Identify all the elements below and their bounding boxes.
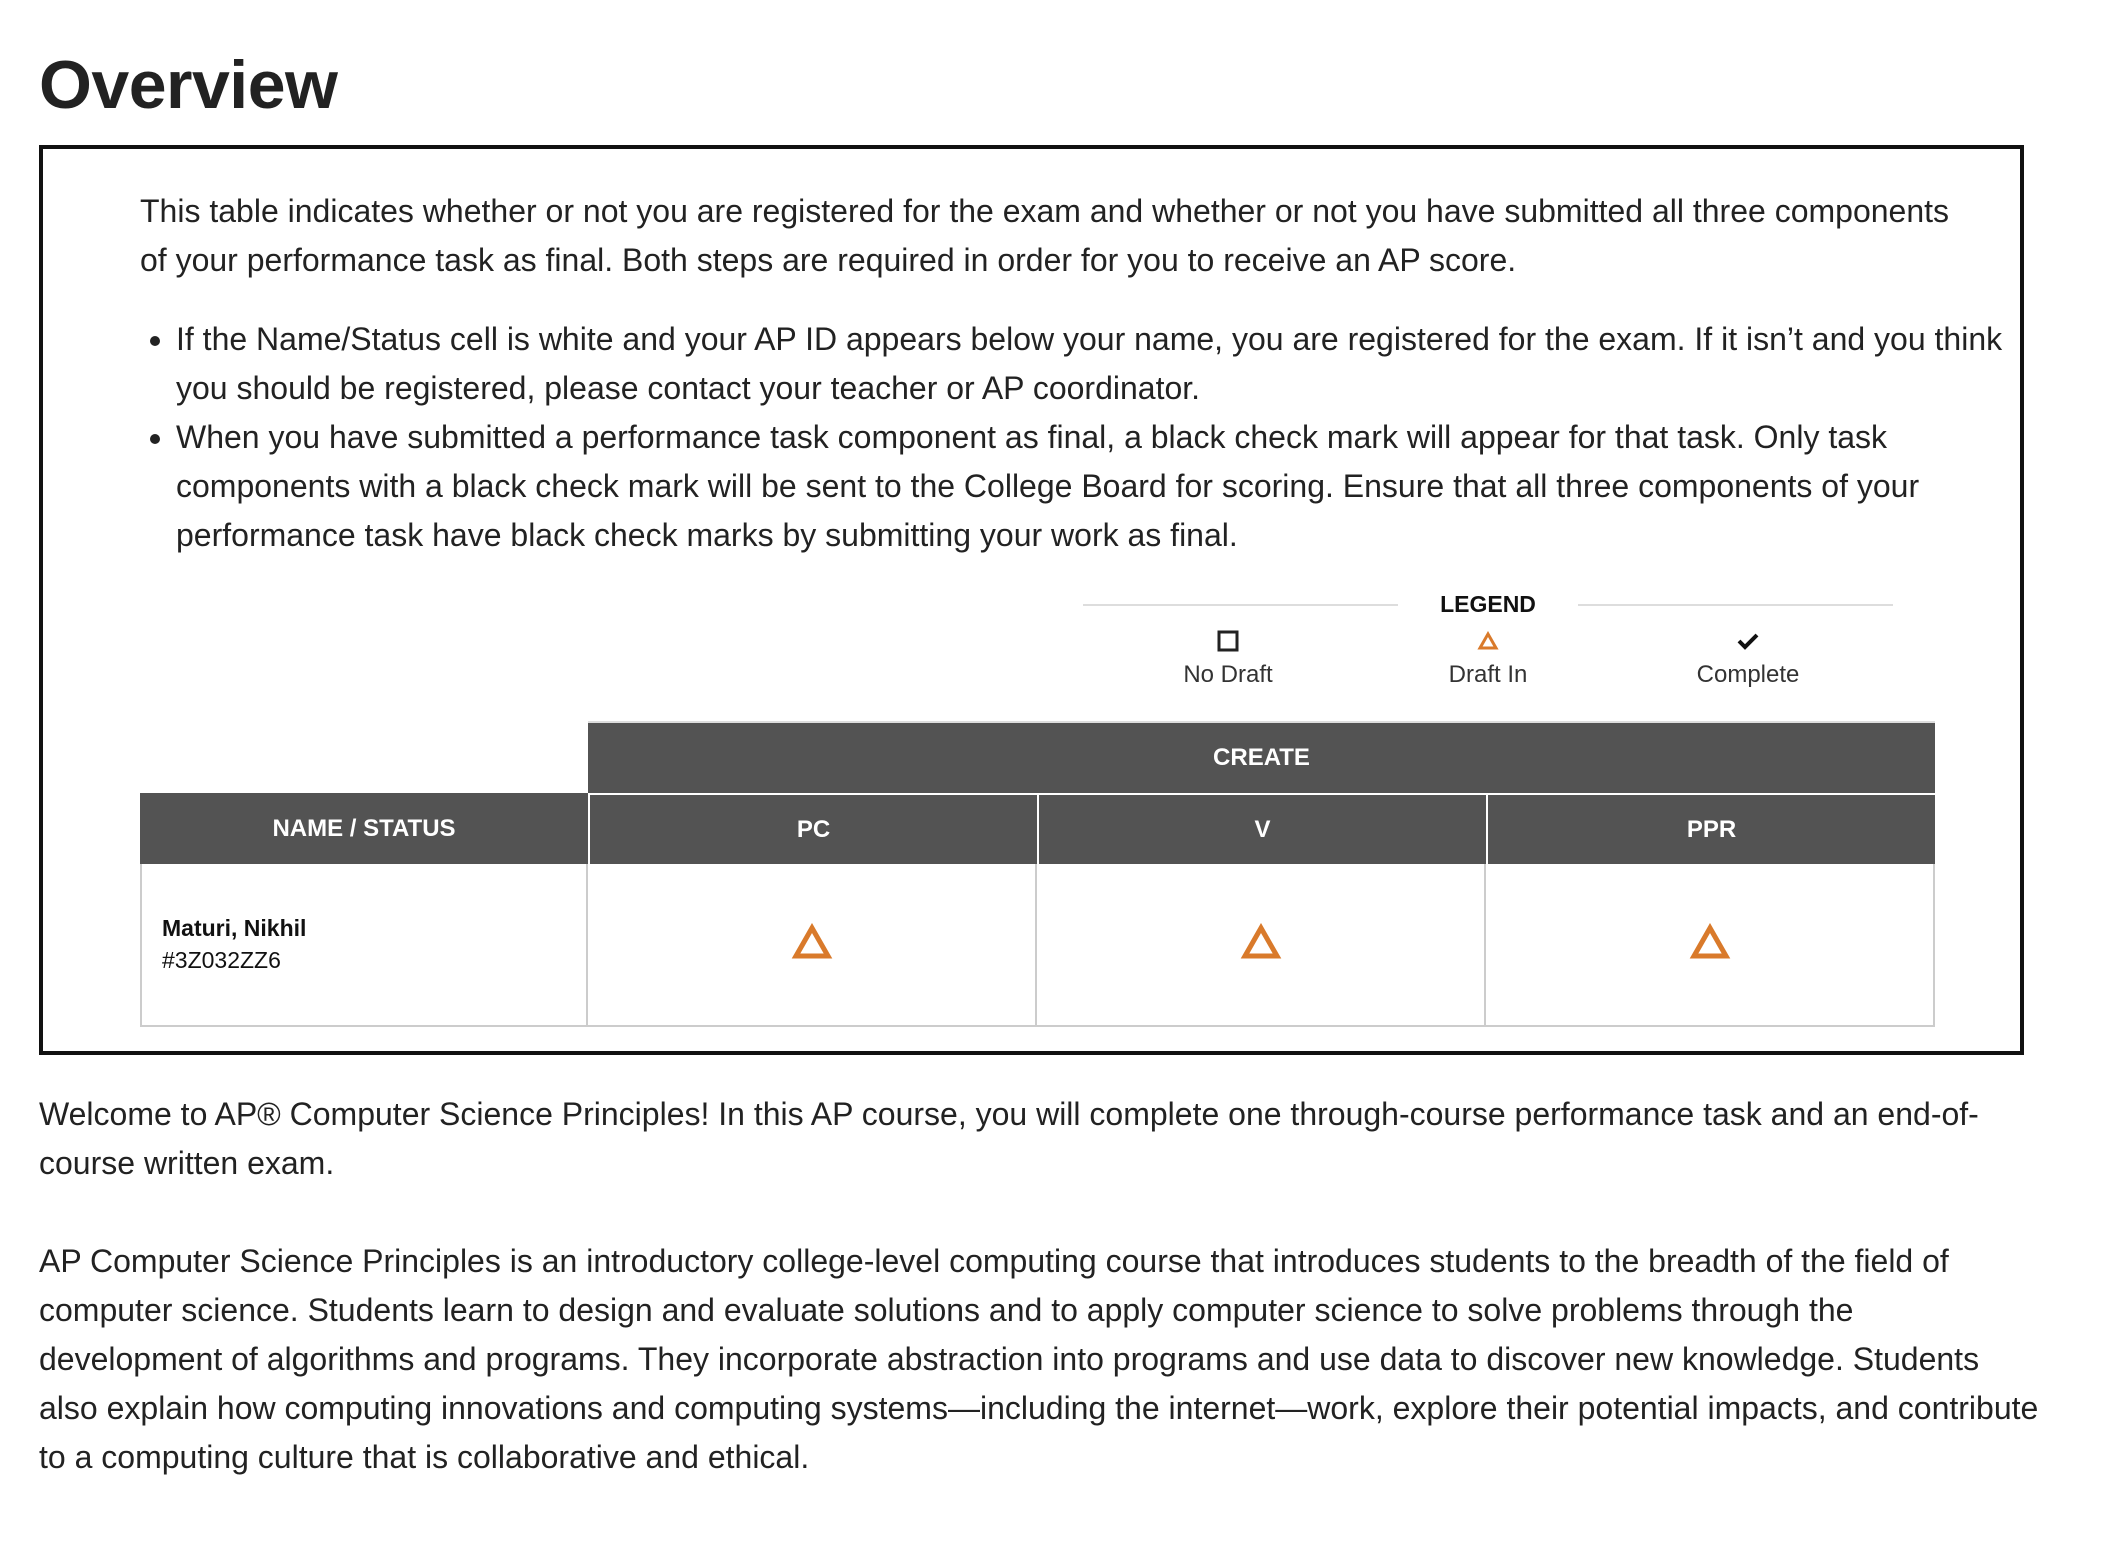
student-name: Maturi, Nikhil	[162, 915, 307, 941]
checkmark-icon	[1648, 623, 1848, 659]
legend-label: Draft In	[1448, 661, 1528, 688]
column-header-name-status: NAME / STATUS	[140, 793, 588, 864]
instruction-item: • When you have submitted a performance task component as final, a black check mark will appear for that task. Only task components with a black check mark will be sent to the College Board for scoring. Ensure that all three components of your performance task have black check marks by submitting your work as final.	[176, 413, 2016, 560]
group-header-create: CREATE	[588, 721, 1935, 793]
page-title: Overview	[39, 47, 338, 123]
draft-in-triangle-icon	[1239, 923, 1283, 966]
legend-item-no-draft	[1128, 623, 1328, 691]
draft-in-triangle-icon	[1688, 923, 1732, 966]
student-cell	[140, 864, 588, 1027]
column-header-ppr: PPR	[1486, 793, 1935, 864]
welcome-paragraph: Welcome to AP® Computer Science Principles! In this AP course, you will complete one through-course performance task and an end-of-course written exam.	[39, 1096, 1979, 1181]
status-cell-ppr[interactable]	[1486, 864, 1935, 1027]
course-description-paragraph: AP Computer Science Principles is an introductory college-level computing course that introduces students to the breadth of the field of computer science. Students learn to design and evaluate solutions and to apply computer science to solve problems through the development of algorithms and programs. They incorporate abstraction into programs and use data to discover new knowledge. Students also explain how computing innovations and computing systems—including the internet—work, explore their potential impacts, and contribute to a computing culture that is collaborative and ethical.	[39, 1243, 2039, 1475]
legend-item-complete	[1648, 623, 1848, 691]
legend-title: LEGEND	[1440, 591, 1536, 617]
legend-label: Complete	[1696, 661, 1800, 688]
student-ap-id: #3Z032ZZ6	[162, 947, 281, 973]
status-instructions-list	[140, 315, 2016, 560]
legend	[1083, 589, 1893, 691]
empty-square-icon	[1128, 623, 1328, 659]
legend-item-draft-in	[1388, 623, 1588, 691]
column-header-v: V	[1037, 793, 1486, 864]
overview-page	[39, 40, 2039, 1482]
table-row	[140, 864, 1935, 1027]
draft-in-triangle-icon	[790, 923, 834, 966]
orange-triangle-icon	[1388, 623, 1588, 659]
registration-status-panel	[39, 145, 2024, 1055]
instruction-item: • If the Name/Status cell is white and your AP ID appears below your name, you are registered for the exam. If it isn’t and you think you should be registered, please contact your teacher or AP coordinator.	[176, 315, 2016, 413]
legend-divider	[1578, 604, 1893, 606]
status-table	[140, 721, 1935, 1027]
table-header-row	[140, 793, 1935, 864]
status-cell-pc[interactable]	[588, 864, 1037, 1027]
status-cell-v[interactable]	[1037, 864, 1486, 1027]
status-intro-text: This table indicates whether or not you are registered for the exam and whether or not you have submitted all three components of your performance task as final. Both steps are required in order for you to receive an AP score.	[140, 193, 1950, 278]
legend-label: No Draft	[1183, 661, 1273, 688]
column-header-pc: PC	[588, 793, 1037, 864]
